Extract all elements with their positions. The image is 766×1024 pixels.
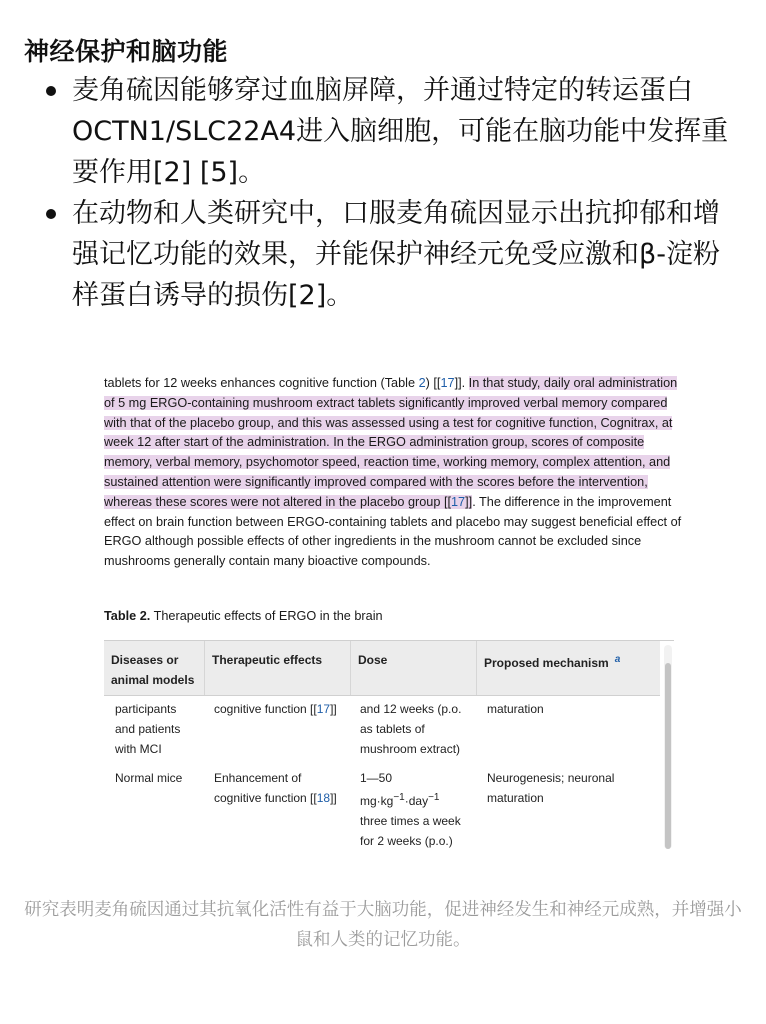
table-link[interactable]: 2 (418, 376, 426, 390)
cell-sup: −1 (393, 792, 405, 803)
highlighted-passage (104, 376, 677, 509)
bullet-end: 。 (326, 280, 354, 311)
scrollbar-thumb[interactable] (665, 663, 671, 849)
image-caption: 研究表明麦角硫因通过其抗氧化活性有益于大脑功能，促进神经发生和神经元成熟，并增强小鼠和人类的记忆功能。 (24, 900, 742, 950)
table-cell (207, 699, 347, 719)
cell-line: 1—50 (360, 771, 393, 785)
paper-excerpt (104, 374, 684, 572)
cell-text: mg·kg (360, 794, 394, 808)
cell-sup: −1 (428, 792, 440, 803)
citation-link[interactable]: 18 (316, 791, 331, 805)
table-caption-label: Table 2. (104, 609, 151, 623)
bullet-end: 。 (238, 157, 266, 188)
bullet-refs: [2] [5] (153, 157, 239, 188)
bullet-refs: [2] (288, 280, 327, 311)
bullet-dot-icon (46, 209, 56, 219)
cell-text: ]] (330, 702, 337, 716)
bullet-text: 在动物和人类研究中，口服麦角硫因显示出抗抑郁和增强记忆功能的效果，并能保护神经元免受应激和β-淀粉样蛋白诱导的损伤 (72, 198, 720, 311)
table-cell: maturation (487, 702, 544, 716)
cell-text: Enhancement of cognitive function [[ (214, 771, 317, 805)
header-mechanism-label: Proposed mechanism (484, 656, 609, 670)
bullet-list (42, 70, 742, 316)
excerpt-text: tablets for 12 weeks enhances cognitive function (Table (104, 376, 419, 390)
highlight-text: In that study, daily oral administration of 5 mg ERGO-containing mushroom extract tablets significantly improved verbal memory compared with that of the placebo group, and this was assessed using a test for cognitive function, Cognitrax, at week 12 after start of the administration. In the ERGO administration group, scores of composite memory, verbal memory, psychomotor speed, reaction time, working memory, complex attention, and sustained attention were significantly improved compared with the scores before the intervention, whereas these scores were not altered in the placebo group [[ (104, 376, 678, 509)
table-cell: Normal mice (115, 771, 183, 785)
header-diseases: Diseases or animal models (111, 653, 195, 687)
cell-line (360, 788, 471, 811)
footnote-link[interactable]: a (614, 654, 621, 665)
cell-text: ·day (404, 794, 429, 808)
table-header (104, 641, 660, 696)
citation-link[interactable]: 17 (316, 702, 331, 716)
table-cell: participants and patients with MCI (115, 702, 181, 756)
table-cell (207, 768, 347, 808)
cell-text: ]] (330, 791, 337, 805)
table-caption (104, 609, 383, 623)
therapeutic-effects-table (104, 640, 674, 851)
header-mechanism (476, 641, 660, 695)
table-caption-text: Therapeutic effects of ERGO in the brain (150, 609, 383, 623)
excerpt-text: ]]. (454, 376, 469, 390)
citation-link[interactable]: 17 (451, 494, 466, 509)
table-cell: and 12 weeks (p.o. as tablets of mushroom extract) (360, 702, 462, 756)
section-title: 神经保护和脑功能 (24, 37, 229, 66)
table-scrollbar[interactable] (664, 645, 672, 849)
bullet-item (42, 70, 742, 193)
header-effects: Therapeutic effects (204, 641, 350, 695)
highlight-text: ]] (465, 494, 473, 509)
header-dose: Dose (350, 641, 478, 695)
excerpt-text: . The difference in the improvement effect on brain function between ERGO-containing tablets and placebo may suggest beneficial effect of ERGO although possible effects of other ingredients in the mushroom cannot be excluded since mushrooms generally contain many bioactive compounds. (104, 494, 682, 569)
table-cell: Neurogenesis; neuronal maturation (487, 771, 615, 805)
cell-line: three times a week for 2 weeks (p.o.) (360, 814, 461, 848)
cell-text: cognitive function [[ (214, 702, 317, 716)
bullet-item (42, 193, 742, 316)
bullet-text: 麦角硫因能够穿过血脑屏障，并通过特定的转运蛋白OCTN1/SLC22A4进入脑细胞，可能在脑功能中发挥重要作用 (72, 75, 729, 188)
table-cell (353, 768, 478, 851)
bullet-dot-icon (46, 86, 56, 96)
citation-link[interactable]: 17 (440, 376, 455, 390)
excerpt-text: ) [[ (425, 376, 441, 390)
